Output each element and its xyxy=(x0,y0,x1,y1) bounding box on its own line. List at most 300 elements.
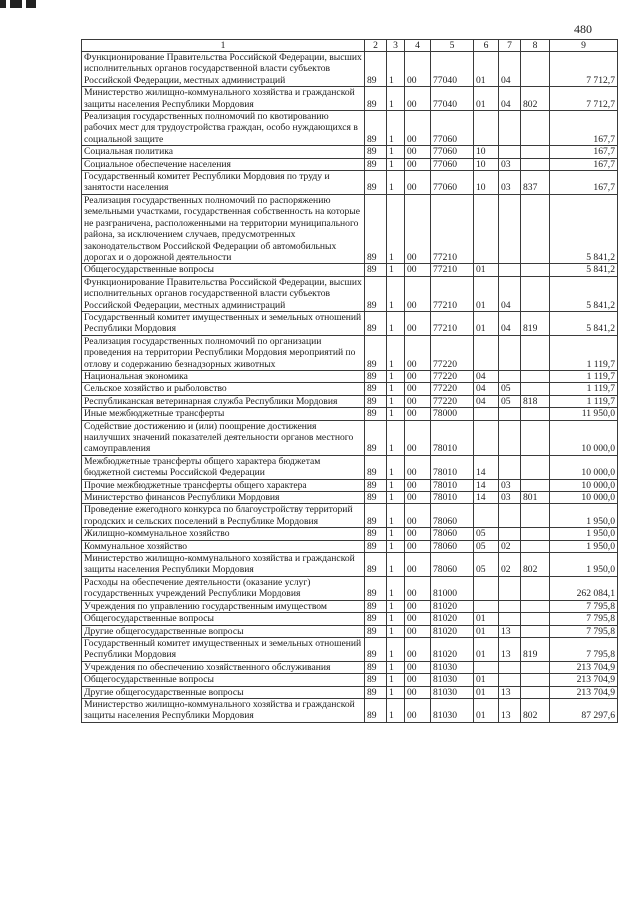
row-amount: 1 950,0 xyxy=(550,504,618,528)
row-code-4: 00 xyxy=(405,553,431,577)
row-target-item: 77210 xyxy=(431,276,474,311)
row-department xyxy=(521,613,550,625)
table-row xyxy=(82,158,618,170)
row-code-2: 89 xyxy=(365,479,387,491)
row-target-item: 81030 xyxy=(431,698,474,722)
row-section: 14 xyxy=(474,455,499,479)
row-name: Министерство финансов Республики Мордовия xyxy=(82,492,365,504)
row-department xyxy=(521,146,550,158)
row-amount: 7 795,8 xyxy=(550,613,618,625)
row-subsection: 02 xyxy=(499,540,521,552)
row-code-2: 89 xyxy=(365,87,387,111)
row-department xyxy=(521,264,550,276)
row-department xyxy=(521,420,550,455)
row-amount: 1 119,7 xyxy=(550,395,618,407)
row-name: Коммунальное хозяйство xyxy=(82,540,365,552)
row-code-4: 00 xyxy=(405,600,431,612)
row-subsection: 03 xyxy=(499,158,521,170)
row-code-4: 00 xyxy=(405,408,431,420)
table-row xyxy=(82,194,618,263)
row-subsection xyxy=(499,576,521,600)
row-code-4: 00 xyxy=(405,420,431,455)
row-section xyxy=(474,504,499,528)
row-code-4: 00 xyxy=(405,674,431,686)
row-section: 14 xyxy=(474,479,499,491)
row-department: 818 xyxy=(521,395,550,407)
row-target-item: 77210 xyxy=(431,194,474,263)
row-section xyxy=(474,194,499,263)
row-amount: 10 000,0 xyxy=(550,492,618,504)
row-target-item: 78000 xyxy=(431,408,474,420)
row-department xyxy=(521,383,550,395)
row-name: Министерство жилищно-коммунального хозяйства и гражданской защиты населения Республики Мордовия xyxy=(82,87,365,111)
row-code-4: 00 xyxy=(405,311,431,335)
row-subsection: 05 xyxy=(499,395,521,407)
row-department xyxy=(521,540,550,552)
row-department xyxy=(521,600,550,612)
row-amount: 262 084,1 xyxy=(550,576,618,600)
row-subsection: 03 xyxy=(499,171,521,195)
row-name: Реализация государственных полномочий по организации проведения на территории Республики Мордовия мероприятий по отлову и содержанию безнадзорных животных xyxy=(82,335,365,370)
row-code-4: 00 xyxy=(405,194,431,263)
row-section: 01 xyxy=(474,52,499,87)
row-subsection xyxy=(499,504,521,528)
row-section xyxy=(474,420,499,455)
budget-table xyxy=(81,39,618,723)
row-code-3: 1 xyxy=(387,146,405,158)
row-name: Реализация государственных полномочий по распоряжению земельными участками, государственная собственность на которые не разграничена, расположенными на территории муниципального района, за исключением случаев, предусмотренных законодательством Российской Федерации об автомобильных дорогах и о дорожной деятельности xyxy=(82,194,365,263)
row-name: Социальное обеспечение населения xyxy=(82,158,365,170)
row-subsection xyxy=(499,146,521,158)
row-name: Реализация государственных полномочий по квотированию рабочих мест для трудоустройства граждан, особо нуждающихся в социальной защите xyxy=(82,111,365,146)
row-target-item: 77220 xyxy=(431,383,474,395)
row-code-4: 00 xyxy=(405,492,431,504)
row-name: Содействие достижению и (или) поощрение достижения наилучших значений показателей деятельности органов местного самоуправления xyxy=(82,420,365,455)
table-row xyxy=(82,479,618,491)
row-code-2: 89 xyxy=(365,625,387,637)
table-row xyxy=(82,264,618,276)
row-code-2: 89 xyxy=(365,613,387,625)
row-code-4: 00 xyxy=(405,276,431,311)
row-code-3: 1 xyxy=(387,383,405,395)
row-target-item: 81020 xyxy=(431,625,474,637)
row-code-3: 1 xyxy=(387,504,405,528)
column-header: 4 xyxy=(405,40,431,52)
row-department xyxy=(521,674,550,686)
row-name: Функционирование Правительства Российской Федерации, высших исполнительных органов государственной власти субъектов Российской Федерации, местных администраций xyxy=(82,276,365,311)
row-code-3: 1 xyxy=(387,492,405,504)
row-subsection: 02 xyxy=(499,553,521,577)
row-code-2: 89 xyxy=(365,146,387,158)
row-target-item: 77060 xyxy=(431,158,474,170)
page-number: 480 xyxy=(574,22,592,36)
row-name: Расходы на обеспечение деятельности (оказание услуг) государственных учреждений Республики Мордовия xyxy=(82,576,365,600)
row-section xyxy=(474,335,499,370)
row-name: Государственный комитет имущественных и земельных отношений Республики Мордовия xyxy=(82,311,365,335)
row-name: Другие общегосударственные вопросы xyxy=(82,625,365,637)
row-target-item: 77220 xyxy=(431,395,474,407)
row-code-4: 00 xyxy=(405,111,431,146)
row-subsection: 05 xyxy=(499,383,521,395)
table-row xyxy=(82,395,618,407)
row-code-2: 89 xyxy=(365,686,387,698)
row-amount: 7 712,7 xyxy=(550,87,618,111)
row-code-4: 00 xyxy=(405,661,431,673)
row-section: 05 xyxy=(474,528,499,540)
row-target-item: 77040 xyxy=(431,87,474,111)
row-target-item: 81000 xyxy=(431,576,474,600)
row-target-item: 77060 xyxy=(431,146,474,158)
column-header: 1 xyxy=(82,40,365,52)
row-subsection xyxy=(499,111,521,146)
row-department: 802 xyxy=(521,87,550,111)
table-row xyxy=(82,553,618,577)
row-code-2: 89 xyxy=(365,395,387,407)
row-code-3: 1 xyxy=(387,455,405,479)
row-code-3: 1 xyxy=(387,87,405,111)
row-code-2: 89 xyxy=(365,158,387,170)
row-code-3: 1 xyxy=(387,420,405,455)
row-target-item: 78060 xyxy=(431,540,474,552)
row-subsection xyxy=(499,420,521,455)
row-code-4: 00 xyxy=(405,637,431,661)
row-code-4: 00 xyxy=(405,504,431,528)
table-row xyxy=(82,674,618,686)
row-code-3: 1 xyxy=(387,395,405,407)
row-subsection xyxy=(499,661,521,673)
row-name: Социальная политика xyxy=(82,146,365,158)
row-target-item: 81030 xyxy=(431,661,474,673)
row-subsection xyxy=(499,613,521,625)
row-department xyxy=(521,686,550,698)
row-amount: 5 841,2 xyxy=(550,264,618,276)
row-subsection: 13 xyxy=(499,625,521,637)
row-section: 01 xyxy=(474,686,499,698)
row-code-3: 1 xyxy=(387,370,405,382)
table-row xyxy=(82,540,618,552)
column-header: 3 xyxy=(387,40,405,52)
row-section: 10 xyxy=(474,158,499,170)
row-subsection: 13 xyxy=(499,698,521,722)
table-row xyxy=(82,613,618,625)
row-code-4: 00 xyxy=(405,540,431,552)
table-row xyxy=(82,311,618,335)
column-header: 2 xyxy=(365,40,387,52)
row-amount: 7 712,7 xyxy=(550,52,618,87)
row-target-item: 78010 xyxy=(431,479,474,491)
row-target-item: 78010 xyxy=(431,420,474,455)
row-section: 01 xyxy=(474,613,499,625)
row-section: 05 xyxy=(474,553,499,577)
row-name: Государственный комитет имущественных и земельных отношений Республики Мордовия xyxy=(82,637,365,661)
table-row xyxy=(82,528,618,540)
row-department xyxy=(521,276,550,311)
row-code-4: 00 xyxy=(405,455,431,479)
row-code-4: 00 xyxy=(405,171,431,195)
row-code-4: 00 xyxy=(405,625,431,637)
table-row xyxy=(82,370,618,382)
table-row xyxy=(82,625,618,637)
row-code-3: 1 xyxy=(387,553,405,577)
row-target-item: 81030 xyxy=(431,686,474,698)
row-department: 837 xyxy=(521,171,550,195)
row-department xyxy=(521,158,550,170)
row-code-4: 00 xyxy=(405,335,431,370)
row-code-4: 00 xyxy=(405,52,431,87)
row-target-item: 78060 xyxy=(431,553,474,577)
row-amount: 7 795,8 xyxy=(550,600,618,612)
row-name: Прочие межбюджетные трансферты общего характера xyxy=(82,479,365,491)
row-section: 10 xyxy=(474,146,499,158)
row-target-item: 78010 xyxy=(431,455,474,479)
row-target-item: 77220 xyxy=(431,370,474,382)
row-code-2: 89 xyxy=(365,276,387,311)
row-subsection xyxy=(499,335,521,370)
row-subsection xyxy=(499,528,521,540)
row-department xyxy=(521,370,550,382)
row-target-item: 78060 xyxy=(431,504,474,528)
row-code-4: 00 xyxy=(405,383,431,395)
table-row xyxy=(82,408,618,420)
row-code-2: 89 xyxy=(365,311,387,335)
column-header: 5 xyxy=(431,40,474,52)
row-section: 01 xyxy=(474,674,499,686)
row-name: Иные межбюджетные трансферты xyxy=(82,408,365,420)
row-name: Проведение ежегодного конкурса по благоустройству территорий городских и сельских поселений в Республике Мордовия xyxy=(82,504,365,528)
row-subsection xyxy=(499,600,521,612)
row-section: 01 xyxy=(474,264,499,276)
table-row xyxy=(82,686,618,698)
row-amount: 5 841,2 xyxy=(550,276,618,311)
row-code-3: 1 xyxy=(387,194,405,263)
row-department: 819 xyxy=(521,311,550,335)
row-target-item: 77060 xyxy=(431,111,474,146)
row-subsection: 04 xyxy=(499,276,521,311)
row-code-2: 89 xyxy=(365,637,387,661)
row-section: 01 xyxy=(474,625,499,637)
row-code-2: 89 xyxy=(365,674,387,686)
row-name: Национальная экономика xyxy=(82,370,365,382)
row-section xyxy=(474,600,499,612)
row-code-2: 89 xyxy=(365,661,387,673)
row-code-3: 1 xyxy=(387,686,405,698)
row-code-3: 1 xyxy=(387,479,405,491)
table-row xyxy=(82,171,618,195)
row-code-4: 00 xyxy=(405,146,431,158)
row-subsection xyxy=(499,264,521,276)
table-row xyxy=(82,637,618,661)
row-section: 01 xyxy=(474,87,499,111)
row-department xyxy=(521,408,550,420)
row-name: Функционирование Правительства Российской Федерации, высших исполнительных органов государственной власти субъектов Российской Федерации, местных администраций xyxy=(82,52,365,87)
row-name: Сельское хозяйство и рыболовство xyxy=(82,383,365,395)
row-code-2: 89 xyxy=(365,335,387,370)
row-code-4: 00 xyxy=(405,370,431,382)
row-code-3: 1 xyxy=(387,264,405,276)
row-code-3: 1 xyxy=(387,158,405,170)
row-code-2: 89 xyxy=(365,528,387,540)
row-amount: 10 000,0 xyxy=(550,420,618,455)
row-code-2: 89 xyxy=(365,504,387,528)
row-name: Государственный комитет Республики Мордовия по труду и занятости населения xyxy=(82,171,365,195)
row-target-item: 77210 xyxy=(431,264,474,276)
row-subsection: 13 xyxy=(499,686,521,698)
row-subsection xyxy=(499,408,521,420)
table-row xyxy=(82,504,618,528)
row-subsection xyxy=(499,674,521,686)
row-department: 819 xyxy=(521,637,550,661)
row-code-3: 1 xyxy=(387,111,405,146)
row-target-item: 81020 xyxy=(431,600,474,612)
row-code-3: 1 xyxy=(387,171,405,195)
row-amount: 213 704,9 xyxy=(550,686,618,698)
column-header: 7 xyxy=(499,40,521,52)
column-number-row xyxy=(82,40,618,52)
row-amount: 10 000,0 xyxy=(550,479,618,491)
row-department xyxy=(521,625,550,637)
table-row xyxy=(82,455,618,479)
row-target-item: 81030 xyxy=(431,674,474,686)
row-section: 01 xyxy=(474,311,499,335)
table-row xyxy=(82,383,618,395)
column-header: 8 xyxy=(521,40,550,52)
row-department xyxy=(521,576,550,600)
row-section: 04 xyxy=(474,370,499,382)
row-target-item: 78010 xyxy=(431,492,474,504)
row-amount: 1 119,7 xyxy=(550,383,618,395)
row-subsection xyxy=(499,194,521,263)
row-department xyxy=(521,335,550,370)
row-section xyxy=(474,576,499,600)
table-row xyxy=(82,111,618,146)
row-target-item: 77220 xyxy=(431,335,474,370)
row-amount: 1 950,0 xyxy=(550,553,618,577)
row-target-item: 77060 xyxy=(431,171,474,195)
row-subsection: 03 xyxy=(499,479,521,491)
row-department xyxy=(521,504,550,528)
row-amount: 87 297,6 xyxy=(550,698,618,722)
row-section xyxy=(474,111,499,146)
row-section: 04 xyxy=(474,383,499,395)
row-code-3: 1 xyxy=(387,311,405,335)
row-code-3: 1 xyxy=(387,613,405,625)
table-row xyxy=(82,576,618,600)
row-section: 04 xyxy=(474,395,499,407)
row-target-item: 81020 xyxy=(431,637,474,661)
row-section: 14 xyxy=(474,492,499,504)
row-code-3: 1 xyxy=(387,276,405,311)
row-code-3: 1 xyxy=(387,528,405,540)
row-code-2: 89 xyxy=(365,420,387,455)
row-amount: 1 119,7 xyxy=(550,335,618,370)
row-amount: 5 841,2 xyxy=(550,194,618,263)
table-row xyxy=(82,87,618,111)
row-code-4: 00 xyxy=(405,686,431,698)
row-code-3: 1 xyxy=(387,540,405,552)
row-department xyxy=(521,194,550,263)
table-body xyxy=(82,52,618,723)
row-subsection: 03 xyxy=(499,492,521,504)
row-name: Другие общегосударственные вопросы xyxy=(82,686,365,698)
row-code-3: 1 xyxy=(387,637,405,661)
row-name: Общегосударственные вопросы xyxy=(82,674,365,686)
table-row xyxy=(82,600,618,612)
row-target-item: 81020 xyxy=(431,613,474,625)
row-subsection xyxy=(499,455,521,479)
row-department: 802 xyxy=(521,698,550,722)
row-code-2: 89 xyxy=(365,492,387,504)
table-row xyxy=(82,335,618,370)
row-code-2: 89 xyxy=(365,171,387,195)
row-department xyxy=(521,661,550,673)
row-amount: 167,7 xyxy=(550,171,618,195)
row-section xyxy=(474,408,499,420)
table-row xyxy=(82,52,618,87)
row-name: Министерство жилищно-коммунального хозяйства и гражданской защиты населения Республики Мордовия xyxy=(82,553,365,577)
row-section: 10 xyxy=(474,171,499,195)
row-department xyxy=(521,455,550,479)
row-name: Общегосударственные вопросы xyxy=(82,613,365,625)
row-code-2: 89 xyxy=(365,194,387,263)
row-section xyxy=(474,661,499,673)
row-code-2: 89 xyxy=(365,553,387,577)
row-name: Республиканская ветеринарная служба Республики Мордовия xyxy=(82,395,365,407)
row-code-4: 00 xyxy=(405,264,431,276)
row-name: Общегосударственные вопросы xyxy=(82,264,365,276)
row-code-4: 00 xyxy=(405,87,431,111)
row-section: 01 xyxy=(474,276,499,311)
row-name: Учреждения по управлению государственным имуществом xyxy=(82,600,365,612)
row-code-2: 89 xyxy=(365,540,387,552)
row-code-3: 1 xyxy=(387,674,405,686)
row-code-3: 1 xyxy=(387,408,405,420)
column-header: 9 xyxy=(550,40,618,52)
row-department xyxy=(521,52,550,87)
row-amount: 167,7 xyxy=(550,158,618,170)
row-code-3: 1 xyxy=(387,52,405,87)
row-code-2: 89 xyxy=(365,111,387,146)
row-code-4: 00 xyxy=(405,576,431,600)
row-department xyxy=(521,479,550,491)
row-subsection xyxy=(499,370,521,382)
row-code-2: 89 xyxy=(365,455,387,479)
row-section: 01 xyxy=(474,637,499,661)
row-code-2: 89 xyxy=(365,576,387,600)
row-code-2: 89 xyxy=(365,383,387,395)
row-code-2: 89 xyxy=(365,370,387,382)
row-name: Учреждения по обеспечению хозяйственного обслуживания xyxy=(82,661,365,673)
row-amount: 7 795,8 xyxy=(550,637,618,661)
row-code-2: 89 xyxy=(365,698,387,722)
row-department: 802 xyxy=(521,553,550,577)
row-department xyxy=(521,111,550,146)
row-department: 801 xyxy=(521,492,550,504)
scan-corner-mark xyxy=(0,0,40,10)
row-code-3: 1 xyxy=(387,335,405,370)
row-code-4: 00 xyxy=(405,479,431,491)
table-row xyxy=(82,146,618,158)
table-row xyxy=(82,420,618,455)
row-target-item: 77040 xyxy=(431,52,474,87)
row-target-item: 77210 xyxy=(431,311,474,335)
row-amount: 5 841,2 xyxy=(550,311,618,335)
row-code-2: 89 xyxy=(365,600,387,612)
row-amount: 1 119,7 xyxy=(550,370,618,382)
table-row xyxy=(82,698,618,722)
row-amount: 7 795,8 xyxy=(550,625,618,637)
row-section: 05 xyxy=(474,540,499,552)
row-code-2: 89 xyxy=(365,52,387,87)
